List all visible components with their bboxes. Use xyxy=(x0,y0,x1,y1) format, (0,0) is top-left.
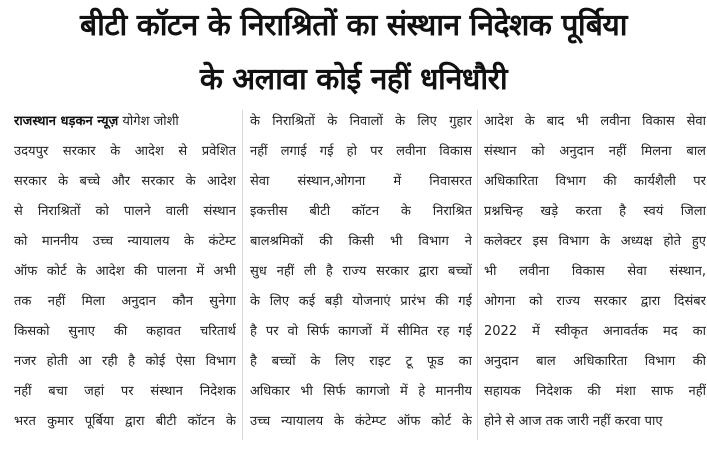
column-line: अनुदान बाल अधिकारिता विभाग की xyxy=(484,354,706,369)
column-line: होने से आज तक जारी नहीं करवा पाए xyxy=(484,414,663,429)
column-line: उदयपुर सरकार के आदेश से प्रवेशित xyxy=(14,144,236,159)
column-line: सुध नहीं ली है राज्य सरकार द्वारा बच्चों xyxy=(250,264,472,279)
column-line: से निराश्रितों को पालने वाली संस्थान xyxy=(14,204,236,219)
column-line: सहायक निदेशक की मंशा साफ नहीं xyxy=(484,384,706,399)
headline-line-2: के अलावा कोई नहीं धनिधौरी xyxy=(199,62,508,97)
article-column-3 xyxy=(484,107,706,437)
column-line: के निराश्रितों के निवालों के लिए गुहार xyxy=(250,114,472,129)
column-line: ऑफ कोर्ट के आदेश की पालना में अभी xyxy=(14,264,236,279)
column-line: सेवा संस्थान,ओगना में निवासरत xyxy=(250,174,472,189)
column-line: है पर वो सिर्फ कागजों में सीमित रह गई xyxy=(250,324,472,339)
column-line xyxy=(14,107,236,137)
column-line: को माननीय उच्च न्यायालय के कंटेम्ट xyxy=(14,234,236,249)
article-column-2 xyxy=(250,107,472,437)
column-line: कलेक्टर इस विभाग के अध्यक्ष होते हुए xyxy=(484,234,706,249)
column-line: उच्च न्यायालय के कंटेम्प्ट ऑफ कोर्ट के xyxy=(250,414,472,429)
column-line: किसको सुनाए की कहावत चरितार्थ xyxy=(14,324,236,339)
column-line: नहीं बचा जहां पर संस्थान निदेशक xyxy=(14,384,236,399)
article-column-1 xyxy=(14,107,236,437)
column-line: प्रश्नचिन्ह खड़े करता है स्वयं जिला xyxy=(484,204,706,219)
byline: राजस्थान धड़कन न्यूज़ xyxy=(14,114,119,129)
column-line: अधिकार भी सिर्फ कागजो में हे माननीय xyxy=(250,384,472,399)
column-line: नजर होती आ रही है कोई ऐसा विभाग xyxy=(14,354,236,369)
headline-line-1: बीटी कॉटन के निराश्रितों का संस्थान निदेशक पूर्बिया xyxy=(79,8,627,43)
column-line: नहीं लगाई गई हो पर लवीना विकास xyxy=(250,144,472,159)
column-line: बालश्रमिकों की किसी भी विभाग ने xyxy=(250,234,472,249)
column-line-text: योगेश जोशी xyxy=(118,114,179,129)
column-line: तक नहीं मिला अनुदान कौन सुनेगा xyxy=(14,294,236,309)
column-line: सरकार के बच्चे और सरकार के आदेश xyxy=(14,174,236,189)
column-divider xyxy=(242,110,243,440)
column-line: ओगना को राज्य सरकार द्वारा दिसंबर xyxy=(484,294,706,309)
column-line: भी लवीना विकास सेवा संस्थान, xyxy=(484,264,706,279)
column-line: 2022 में स्वीकृत अनावर्तक मद का xyxy=(484,324,706,339)
column-line: इकत्तीस बीटी कॉटन के निराश्रित xyxy=(250,204,472,219)
column-line: के लिए कई बड़ी योजनाएं प्रारंभ की गई xyxy=(250,294,472,309)
column-line: है बच्चों के लिए राइट टू फूड का xyxy=(250,354,472,369)
column-line: आदेश के बाद भी लवीना विकास सेवा xyxy=(484,114,706,129)
column-line: भरत कुमार पूर्बिया द्वारा बीटी कॉटन के xyxy=(14,414,236,429)
column-divider xyxy=(477,110,478,440)
column-line: अधिकारिता विभाग की कार्यशैली पर xyxy=(484,174,706,189)
column-line: संस्थान को अनुदान नहीं मिलना बाल xyxy=(484,144,706,159)
